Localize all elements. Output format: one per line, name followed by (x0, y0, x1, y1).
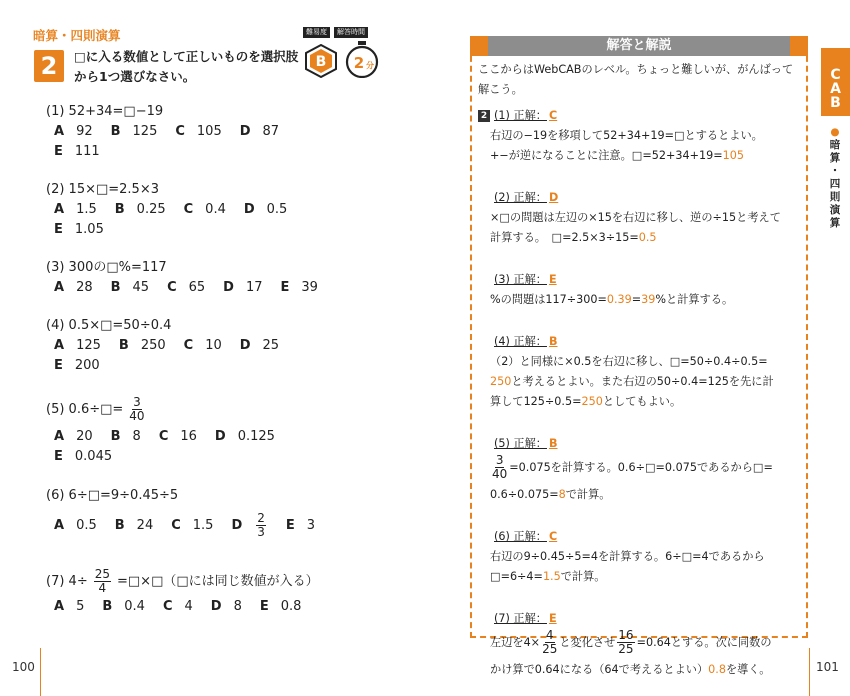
time-value: 2 (353, 54, 365, 72)
answer-text: 右辺の−19を移項して52+34+19=□とするとよい。 +−が逆になることに注意。□=52+34+19=105 (490, 129, 763, 162)
option[interactable]: E 39 (280, 280, 318, 295)
problem-stem: (7) 4÷ $\frac{25}{4}$ =□×□（□には同じ数値が入る） (46, 567, 319, 595)
options (54, 356, 406, 376)
option[interactable]: C 1.5 (171, 517, 214, 533)
problem-stem: (5) 0.6÷□= $\frac{3}{40}$ (46, 395, 145, 423)
option[interactable]: A 92 (54, 124, 93, 139)
option[interactable]: A 28 (54, 280, 93, 295)
option[interactable]: B 45 (110, 280, 150, 295)
option[interactable]: E 0.8 (259, 599, 302, 614)
option[interactable]: E 0.045 (54, 449, 113, 464)
answer-text: $\frac{3}{40}$ =0.075を計算する。0.6÷□=0.075であるから□= 0.6÷0.075=8で計算。 (490, 453, 773, 501)
options (54, 122, 406, 142)
options (54, 200, 406, 220)
problem-stem: (6) 6÷□=9÷0.45÷5 (46, 488, 179, 503)
option[interactable]: C 105 (175, 124, 222, 139)
answer-text: ×□の問題は左辺の×15を右辺に移し、逆の÷15と考えて 計算する。 □=2.5×3÷15=0.5 (490, 211, 781, 244)
option[interactable]: B 8 (110, 429, 141, 444)
option[interactable]: E 111 (54, 144, 100, 159)
fraction: $\frac{4}{25}$ (542, 628, 558, 656)
option[interactable]: C 10 (183, 338, 222, 353)
option[interactable]: B 125 (110, 124, 158, 139)
option[interactable]: B 0.25 (114, 202, 166, 217)
option[interactable]: C 4 (162, 599, 193, 614)
page-number: 100 (12, 660, 35, 674)
option[interactable]: B 0.4 (102, 599, 145, 614)
answer-text: （2）と同様に×0.5を右辺に移し、□=50÷0.4÷0.5= 250と考えるとよい。また右辺の50÷0.4=125を先に計 算して125÷0.5=250としてもよい。 (490, 355, 774, 408)
difficulty-value: B (315, 54, 327, 70)
time-unit: 分 (366, 61, 374, 70)
problem-2 (46, 180, 406, 240)
options (54, 447, 406, 467)
option[interactable]: D $\frac{2}{3}$ (231, 511, 265, 539)
option[interactable]: D 0.5 (243, 202, 288, 217)
fraction: $\frac{3}{40}$ (492, 453, 508, 481)
answer-box (470, 36, 808, 676)
question-text (74, 47, 304, 87)
option[interactable]: D 25 (239, 338, 280, 353)
page-rule (809, 648, 810, 696)
option[interactable]: A 5 (54, 599, 85, 614)
time-label: 解答時間 (334, 27, 368, 38)
answer-text: %の問題は117÷300=0.39=39%と計算する。 (490, 293, 734, 306)
answer-heading: 2 (1) 正解： C (478, 106, 804, 126)
answer-heading: (3) 正解： E (494, 273, 557, 286)
problem-stem: (1) 52+34=□−19 (46, 104, 164, 119)
problem-7 (46, 568, 406, 617)
option[interactable]: B 250 (118, 338, 166, 353)
answer-body (478, 60, 804, 680)
question-number: 2 (34, 50, 64, 82)
answer-heading: (7) 正解： E (494, 612, 557, 625)
right-page (425, 0, 850, 696)
page-number: 101 (816, 660, 839, 674)
answer-header (470, 36, 808, 56)
fraction: $\frac{16}{25}$ (618, 628, 634, 656)
problem-1 (46, 102, 406, 162)
answer-heading: (4) 正解： B (494, 335, 558, 348)
options (54, 427, 406, 447)
option[interactable]: C 16 (158, 429, 197, 444)
question-number-small: 2 (478, 110, 490, 122)
problem-stem: (4) 0.5×□=50÷0.4 (46, 318, 172, 333)
problem-stem: (2) 15×□=2.5×3 (46, 182, 159, 197)
option[interactable]: A 1.5 (54, 202, 97, 217)
option[interactable]: D 87 (239, 124, 280, 139)
options (54, 142, 406, 162)
answer-heading: (5) 正解： B (494, 437, 558, 450)
problem-6 (46, 486, 406, 539)
fraction: $\frac{3}{40}$ (129, 395, 145, 423)
option[interactable]: B 24 (114, 517, 154, 533)
timer-icon (344, 40, 380, 78)
problem-3 (46, 258, 406, 298)
options (54, 220, 406, 240)
option[interactable]: E 200 (54, 358, 100, 373)
options (54, 336, 406, 356)
section-title: 暗算・四則演算 (33, 28, 121, 43)
difficulty-hexagon-icon (304, 44, 338, 78)
answer-header-title: 解答と解説 (606, 38, 672, 53)
option[interactable]: A 0.5 (54, 517, 97, 533)
option[interactable]: C 0.4 (183, 202, 226, 217)
option[interactable]: A 20 (54, 429, 93, 444)
answer-intro: ここからはWebCABのレベル。ちょっと難しいが、がんばって解こう。 (478, 63, 794, 96)
question-text-line: から1つ選びなさい。 (74, 69, 196, 84)
problem-4 (46, 316, 406, 376)
answer-text: 右辺の9÷0.45÷5=4を計算する。6÷□=4であるから □=6÷4=1.5で計算。 (490, 550, 765, 583)
difficulty-label: 難易度 (303, 27, 330, 38)
badge-labels (303, 27, 368, 38)
question-text-line: □に入る数値として正しいものを選択肢 (74, 49, 299, 64)
side-tab: C A B (821, 48, 850, 116)
side-title: ● 暗 算 ・ 四 則 演 算 (829, 126, 841, 229)
options (54, 597, 406, 617)
fraction: $\frac{2}{3}$ (257, 511, 265, 539)
option[interactable]: E 3 (285, 517, 316, 533)
answer-text: 左辺を4× $\frac{4}{25}$ と変化させ $\frac{16}{25}$ =0.64とする。次に同数の かけ算で0.64になる（64で考えるとよい）0.8を導く。 (490, 628, 772, 676)
option[interactable]: C 65 (167, 280, 206, 295)
options (54, 512, 406, 539)
page-rule (40, 648, 41, 696)
answer-heading: (2) 正解： D (494, 191, 559, 204)
options (54, 278, 406, 298)
answer-heading: (6) 正解： C (494, 530, 558, 543)
option[interactable]: E 1.05 (54, 222, 104, 237)
problem-5 (46, 396, 406, 467)
option[interactable]: D 0.125 (214, 429, 275, 444)
option[interactable]: D 8 (210, 599, 242, 614)
fraction: $\frac{25}{4}$ (94, 567, 110, 595)
option[interactable]: D 17 (223, 280, 263, 295)
problem-stem: (3) 300の□%=117 (46, 260, 167, 275)
option[interactable]: A 125 (54, 338, 101, 353)
